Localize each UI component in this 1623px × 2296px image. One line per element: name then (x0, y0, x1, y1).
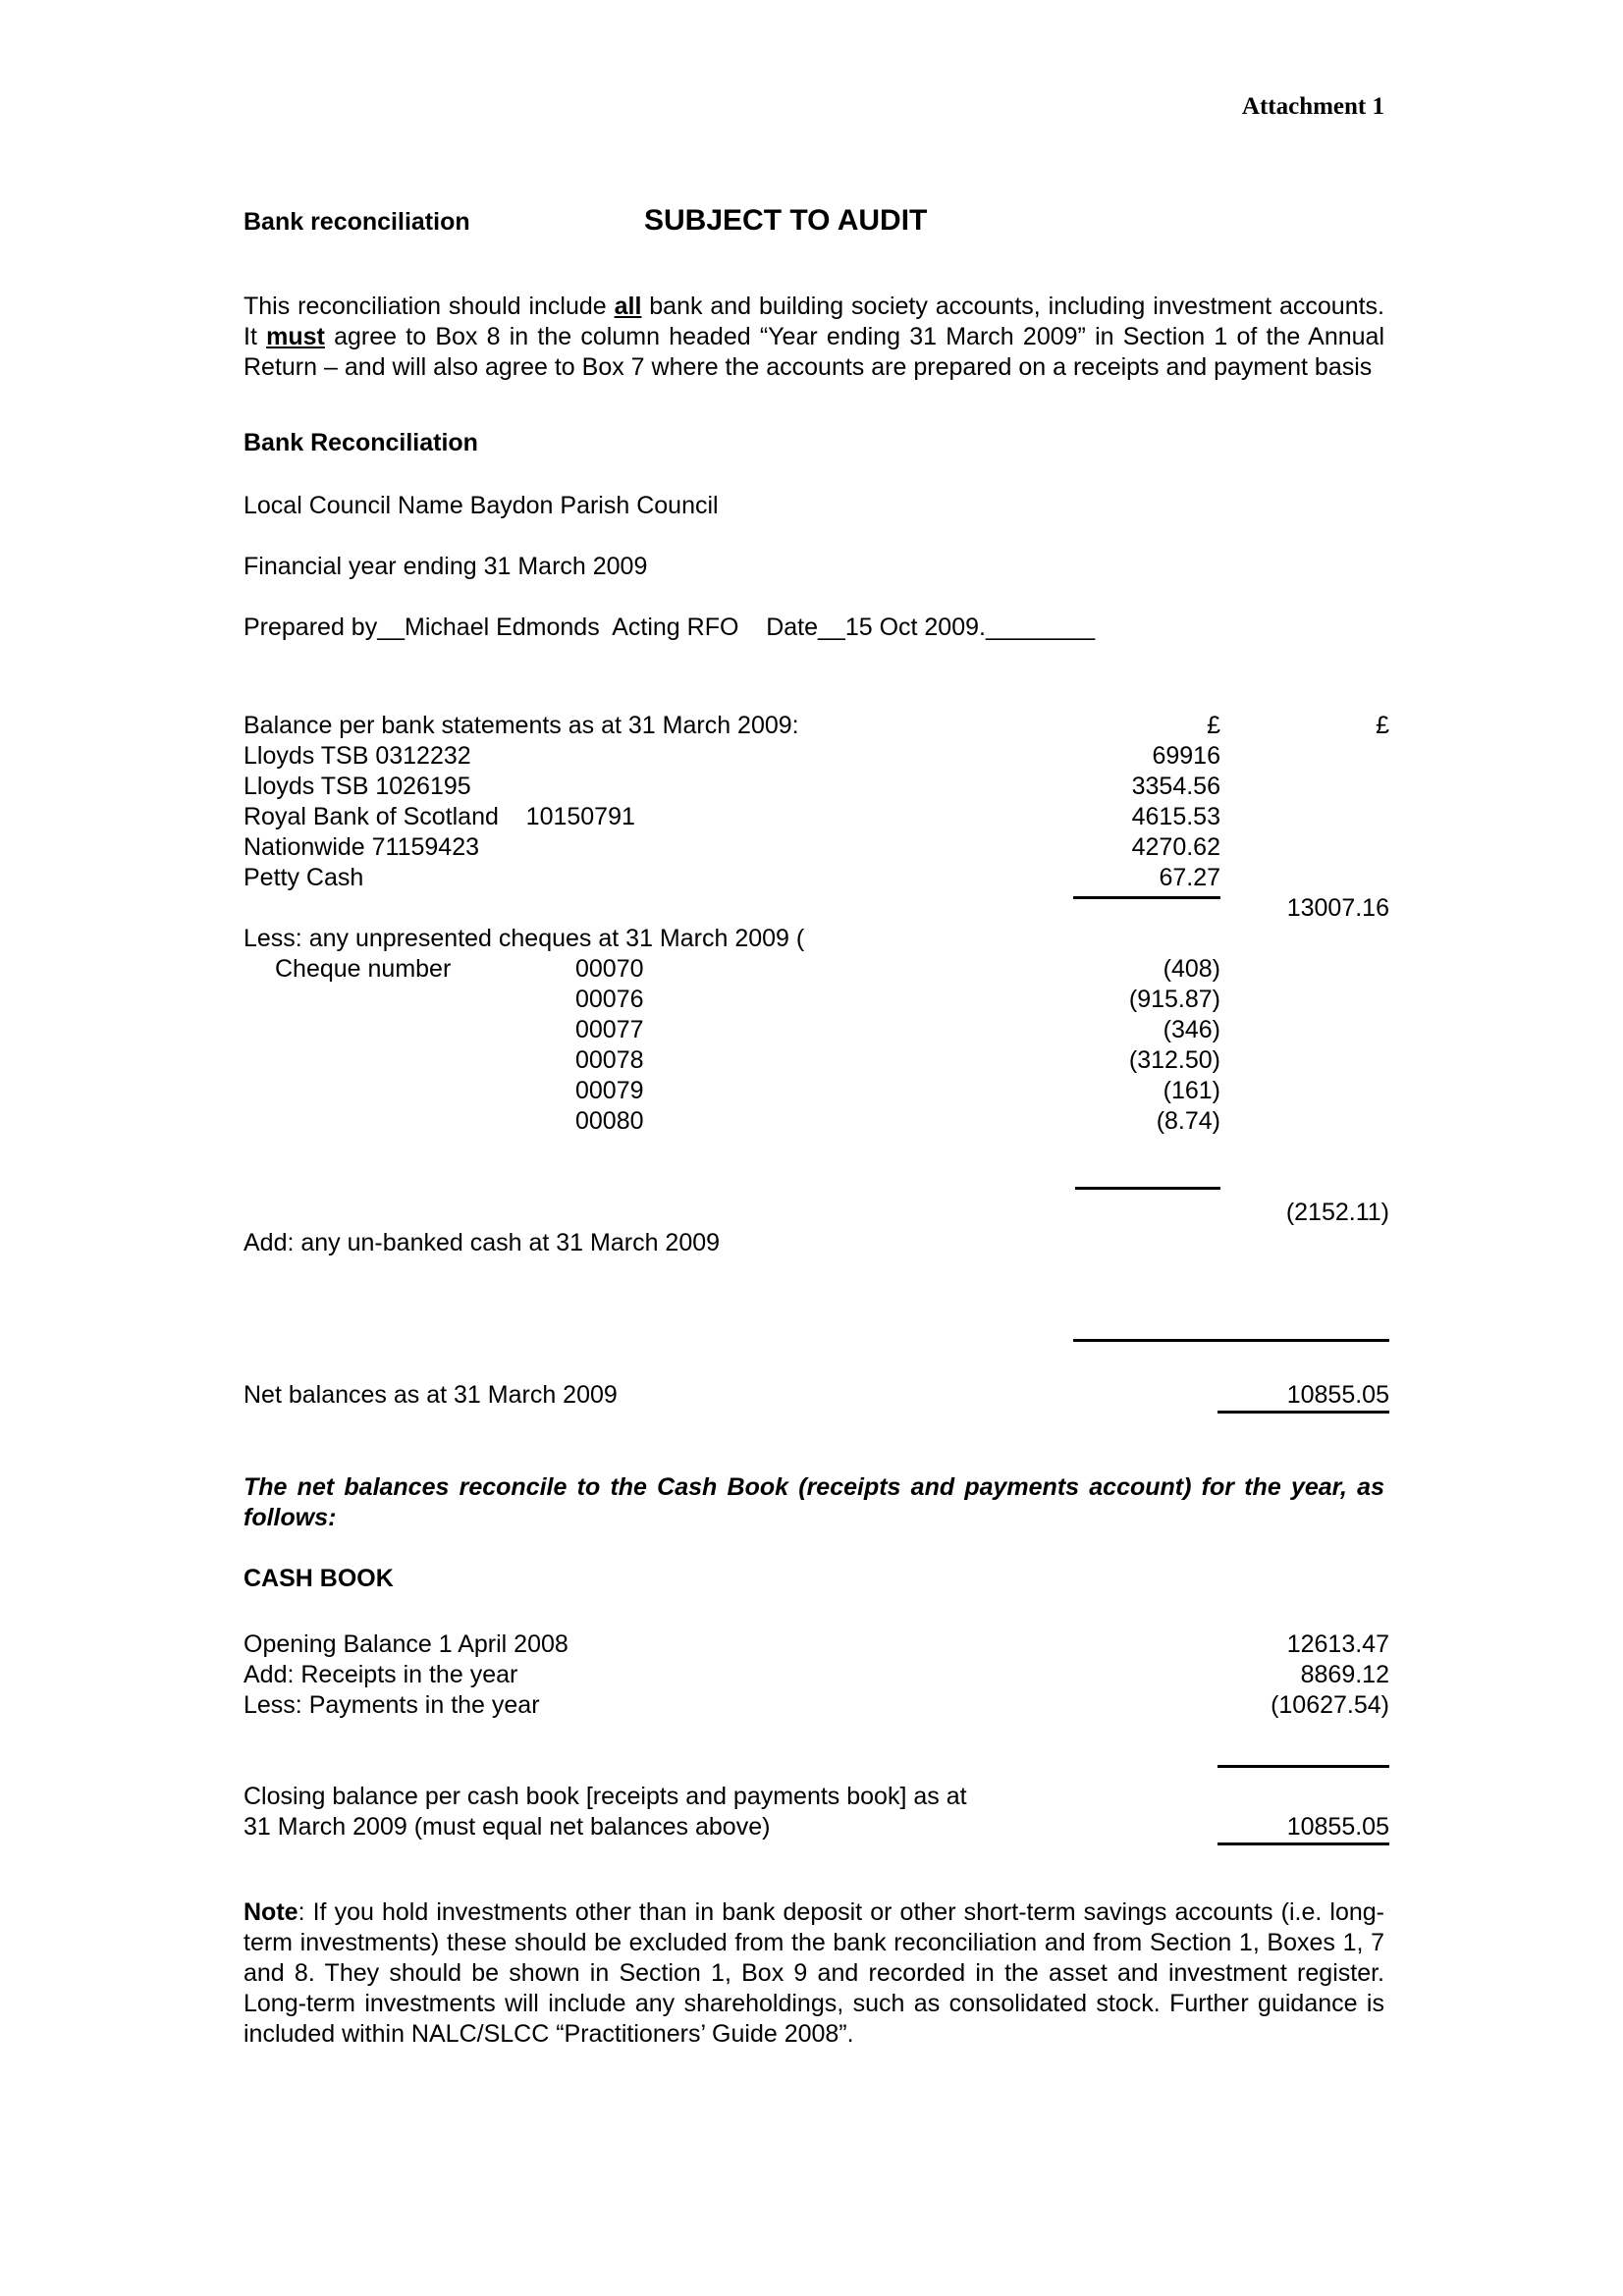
subject-to-audit-banner: SUBJECT TO AUDIT (644, 204, 928, 237)
statement-header-label: Balance per bank statements as at 31 March 2009: (243, 712, 799, 739)
unpresented-cheques-label: Less: any unpresented cheques at 31 March 2009 ( (243, 925, 805, 952)
table-row (243, 985, 1384, 1015)
attachment-label: Attachment 1 (1241, 93, 1384, 120)
cheques-total-row (243, 1167, 1384, 1198)
table-spacer (243, 1289, 1384, 1319)
cheque-number-header: Cheque number (275, 955, 452, 983)
page-title: Bank reconciliation (243, 208, 470, 236)
account-label: Lloyds TSB 0312232 (243, 742, 471, 770)
table-row (243, 1106, 1384, 1137)
closing-balance-underline (1217, 1842, 1389, 1845)
table-row (243, 1660, 1389, 1690)
accounts-total-row (243, 893, 1389, 924)
cashbook-intro: The net balances reconcile to the Cash Book (receipts and payments account) for the year, as follows: (243, 1473, 1384, 1531)
unbanked-cash-label: Add: any un-banked cash at 31 March 2009 (243, 1229, 721, 1256)
intro-part-3: agree to Box 8 in the column headed “Year ending 31 March 2009” in Section 1 of the Annual Return – and will also agree to Box 7 where the accounts are prepared on a receipts and payment basis (243, 323, 1385, 381)
table-row (243, 863, 1384, 893)
unpresented-cheques-header-row (243, 924, 1384, 954)
note-prefix: Note (243, 1898, 298, 1926)
closing-balance-label-row (243, 1782, 1384, 1812)
account-amount: 4615.53 (1131, 803, 1220, 830)
section-heading-bank-reconciliation: Bank Reconciliation (243, 429, 478, 456)
table-row (243, 1076, 1384, 1106)
table-row (243, 1690, 1389, 1721)
subtotal-rule (1073, 896, 1220, 899)
cheque-number: 00080 (575, 1107, 644, 1135)
account-amount: 67.27 (1159, 864, 1220, 891)
table-spacer (243, 1350, 1384, 1380)
closing-balance-rule-row (243, 1751, 1384, 1782)
statement-header-row (243, 711, 1389, 741)
intro-part-2: bank and building society accounts, including investment accounts. It (243, 293, 1384, 350)
account-amount: 3354.56 (1131, 773, 1220, 800)
account-label: Royal Bank of Scotland 10150791 (243, 803, 635, 830)
cheque-amount: (915.87) (1128, 986, 1220, 1013)
intro-paragraph (243, 292, 1384, 383)
table-row (243, 832, 1384, 863)
currency-symbol-total-column: £ (1376, 712, 1389, 739)
table-spacer (243, 1258, 1384, 1289)
closing-balance-label-line2: 31 March 2009 (must equal net balances above) (243, 1813, 771, 1841)
currency-symbol-detail-column: £ (1207, 712, 1220, 739)
account-amount: 4270.62 (1131, 833, 1220, 861)
table-row (243, 1629, 1389, 1660)
local-council-name-line: Local Council Name Baydon Parish Council (243, 492, 719, 519)
net-balances-underline (1217, 1411, 1389, 1414)
table-row (243, 802, 1384, 832)
cheque-number: 00079 (575, 1077, 644, 1104)
net-balances-rule (1073, 1339, 1389, 1342)
closing-balance-row (243, 1812, 1389, 1842)
cash-book-table (243, 1629, 1389, 1842)
intro-emphasis-all: all (614, 293, 642, 320)
cheques-total-amount: (2152.11) (1285, 1199, 1389, 1226)
account-label: Lloyds TSB 1026195 (243, 773, 471, 800)
table-row (243, 1015, 1384, 1045)
financial-year-line: Financial year ending 31 March 2009 (243, 553, 648, 580)
note-body: : If you hold investments other than in bank deposit or other short-term savings accounts (i.e. long-term investments) these should be excluded from the bank reconciliation and from Section 1, Boxes 1, 7 and 8. They should be shown in Section 1, Box 9 and recorded in the asset and investment register. Long-term investments will include any shareholdings, such as consolidated stock. Further guidance is included within NALC/SLCC “Practitioners’ Guide 2008”. (243, 1898, 1384, 2048)
cashbook-row-label: Less: Payments in the year (243, 1691, 540, 1719)
net-balances-amount: 10855.05 (1286, 1381, 1389, 1409)
table-row (243, 741, 1384, 772)
account-amount: 69916 (1152, 742, 1220, 770)
table-row (243, 772, 1384, 802)
cheque-number: 00076 (575, 986, 644, 1013)
cashbook-row-amount: 8869.12 (1300, 1661, 1389, 1688)
cashbook-row-label: Add: Receipts in the year (243, 1661, 518, 1688)
net-balances-rule-row (243, 1319, 1384, 1350)
cheque-number: 00070 (575, 955, 644, 983)
cheque-amount: (8.74) (1156, 1107, 1220, 1135)
net-balances-row (243, 1380, 1389, 1411)
cashbook-row-amount: (10627.54) (1271, 1691, 1389, 1719)
unbanked-cash-row (243, 1228, 1384, 1258)
cheque-amount: (346) (1163, 1016, 1220, 1043)
table-spacer (243, 1721, 1384, 1751)
cheque-number: 00078 (575, 1046, 644, 1074)
net-balances-label: Net balances as at 31 March 2009 (243, 1381, 618, 1409)
account-label: Petty Cash (243, 864, 364, 891)
table-spacer (243, 1137, 1384, 1167)
cashbook-row-amount: 12613.47 (1286, 1630, 1389, 1658)
cheque-number: 00077 (575, 1016, 644, 1043)
cashbook-row-label: Opening Balance 1 April 2008 (243, 1630, 568, 1658)
closing-balance-amount: 10855.05 (1286, 1813, 1389, 1841)
accounts-total-amount: 13007.16 (1286, 894, 1389, 922)
bank-statement-table (243, 711, 1389, 1411)
intro-emphasis-must: must (266, 323, 325, 350)
cheque-amount: (312.50) (1128, 1046, 1220, 1074)
cheques-subtotal-rule (1075, 1187, 1220, 1190)
cheques-total-value-row (243, 1198, 1389, 1228)
section-heading-cash-book: CASH BOOK (243, 1565, 394, 1592)
document-title-row (243, 204, 1384, 243)
account-label: Nationwide 71159423 (243, 833, 480, 861)
cheque-amount: (408) (1163, 955, 1220, 983)
closing-balance-rule (1217, 1765, 1389, 1768)
closing-balance-label-line1: Closing balance per cash book [receipts and payments book] as at (243, 1783, 967, 1810)
table-row (243, 1045, 1384, 1076)
intro-part-1: This reconciliation should include (243, 293, 615, 320)
prepared-by-line: Prepared by__Michael Edmonds Acting RFO Date__15 Oct 2009.________ (243, 614, 1096, 641)
table-row (243, 954, 1384, 985)
note-paragraph (243, 1897, 1384, 2050)
cheque-amount: (161) (1163, 1077, 1220, 1104)
